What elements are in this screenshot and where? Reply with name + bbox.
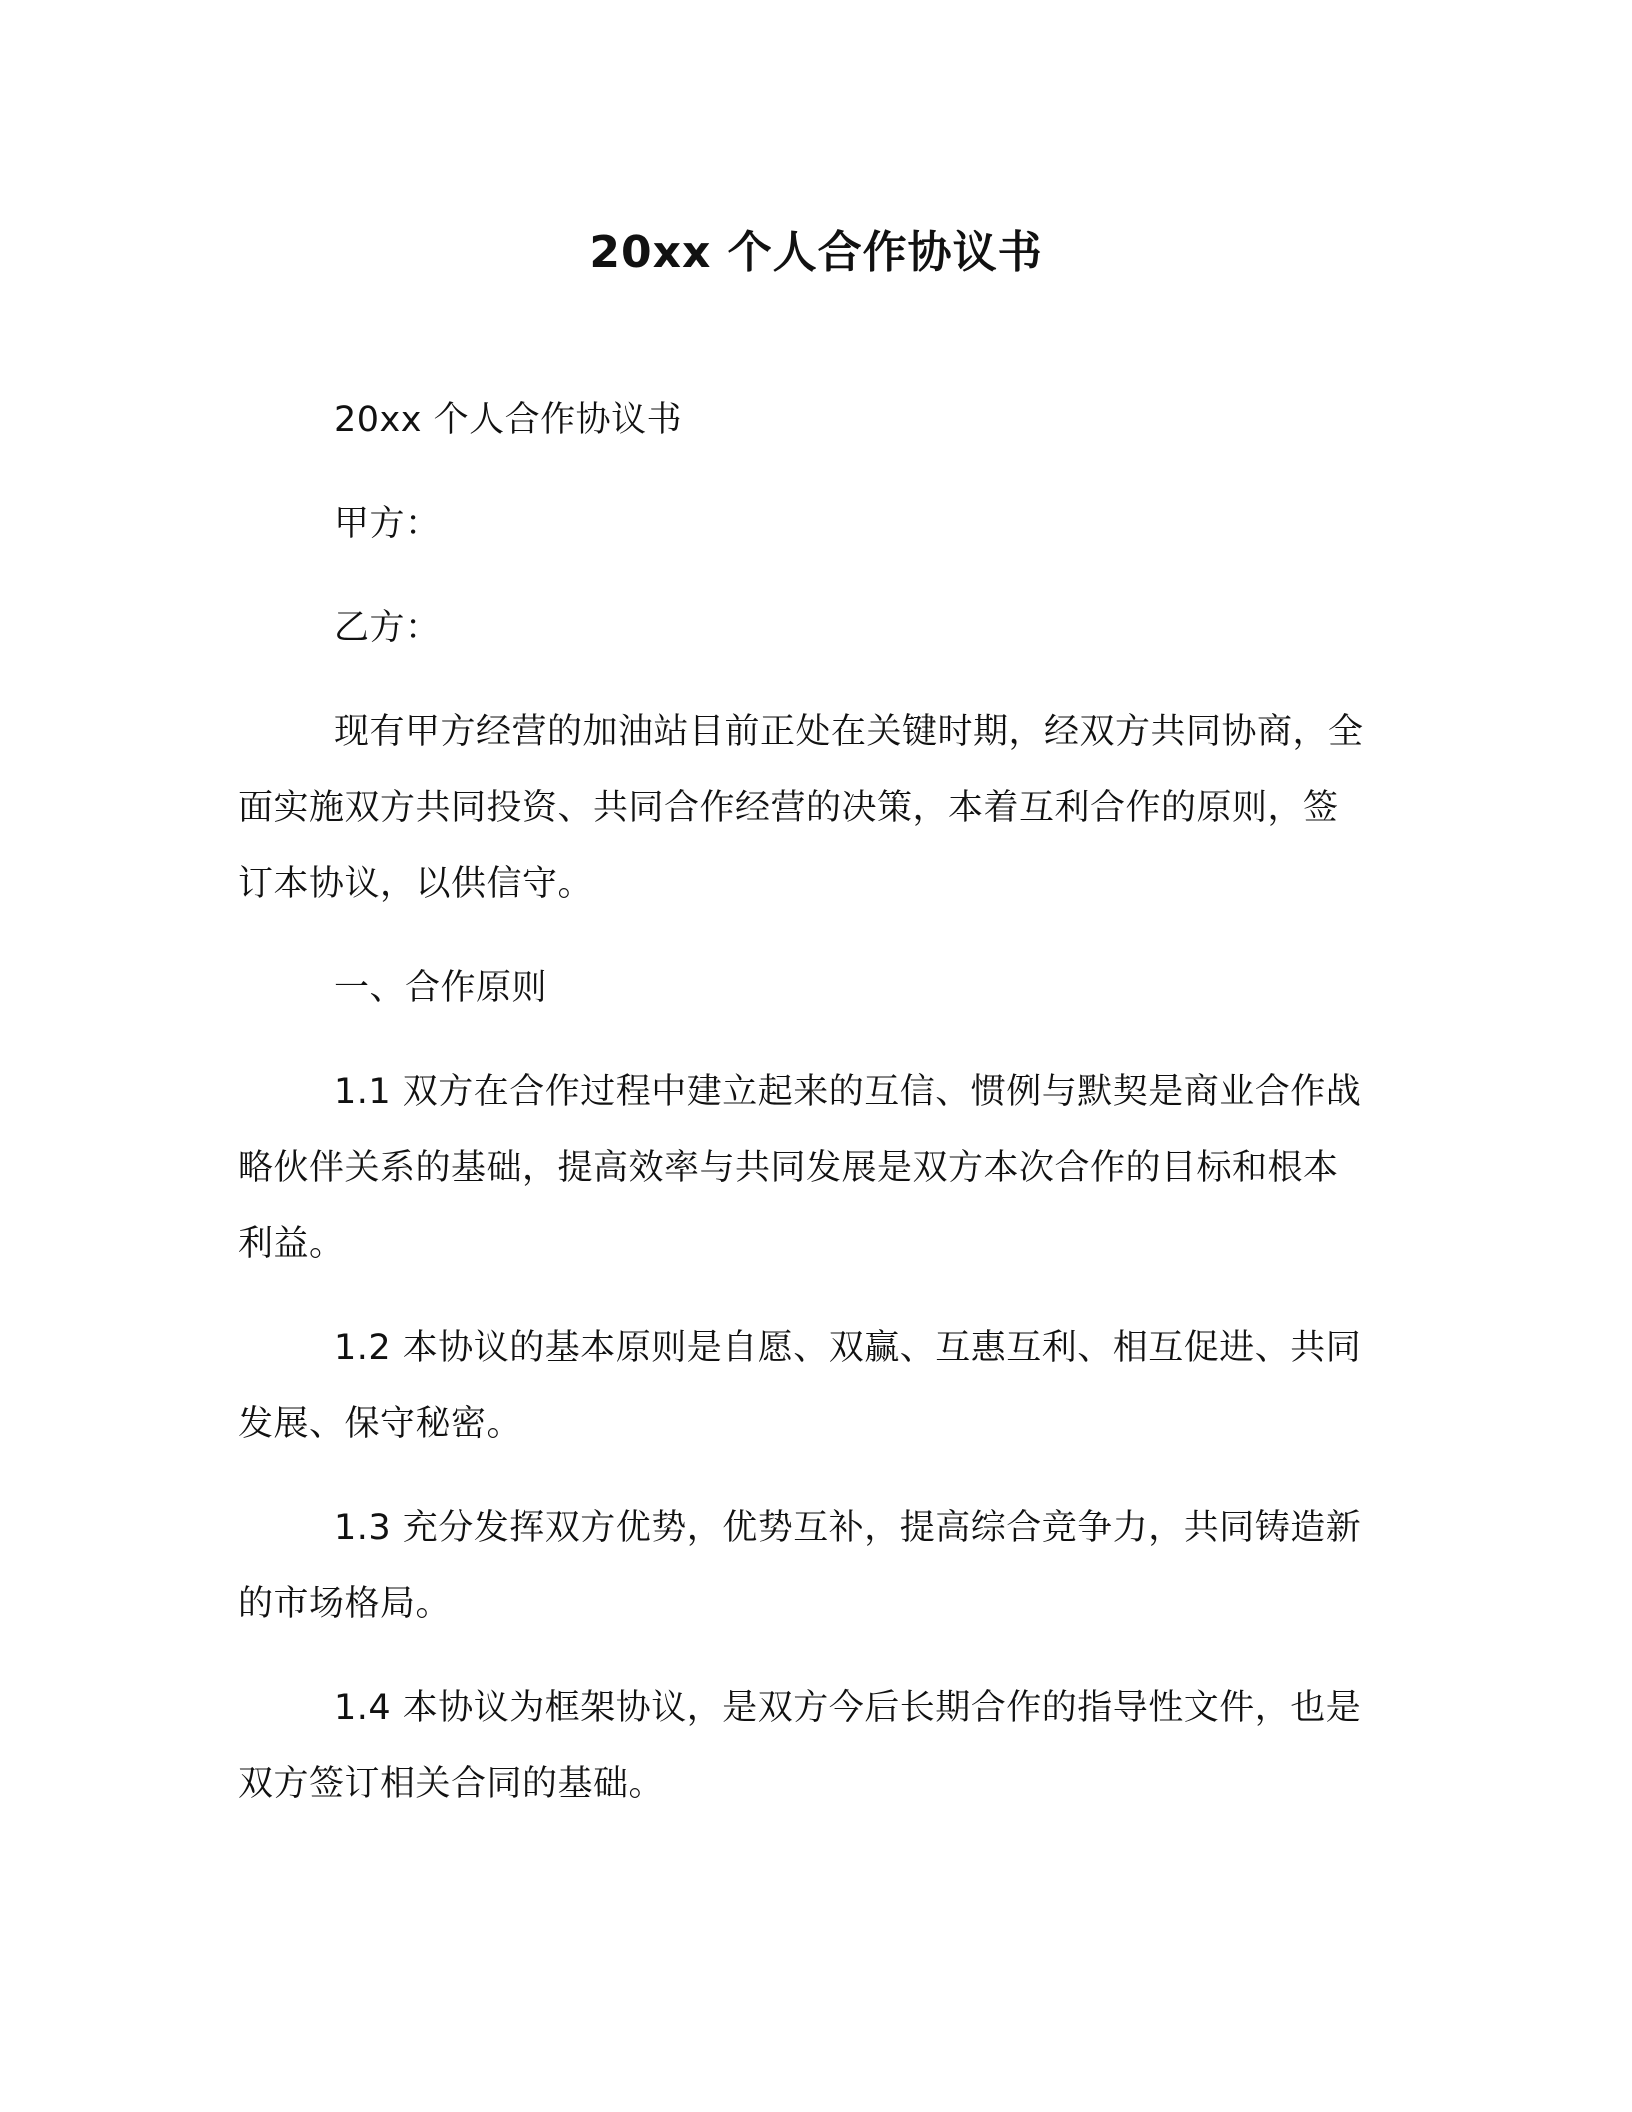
document-title: 20xx 个人合作协议书 (589, 227, 1043, 278)
clause-1-1: 1.1 双方在合作过程中建立起来的互信、惯例与默契是商业合作战略伙伴关系的基础，提高效率与共同发展是双方本次合作的目标和根本利益。 (238, 1072, 1362, 1264)
document-subtitle: 20xx 个人合作协议书 (334, 400, 683, 440)
party-b-label: 乙方： (334, 608, 441, 648)
clause-1-3: 1.3 充分发挥双方优势，优势互补，提高综合竞争力，共同铸造新的市场格局。 (238, 1508, 1362, 1624)
intro-paragraph: 现有甲方经营的加油站目前正处在关键时期，经双方共同协商，全面实施双方共同投资、共同合作经营的决策，本着互利合作的原则，签订本协议，以供信守。 (238, 712, 1364, 904)
clause-1-2: 1.2 本协议的基本原则是自愿、双赢、互惠互利、相互促进、共同发展、保守秘密。 (238, 1328, 1362, 1444)
clause-1-4: 1.4 本协议为框架协议，是双方今后长期合作的指导性文件，也是双方签订相关合同的基础。 (238, 1688, 1362, 1804)
party-a-label: 甲方： (334, 504, 441, 544)
section-heading-cooperation-principles: 一、合作原则 (334, 968, 548, 1008)
